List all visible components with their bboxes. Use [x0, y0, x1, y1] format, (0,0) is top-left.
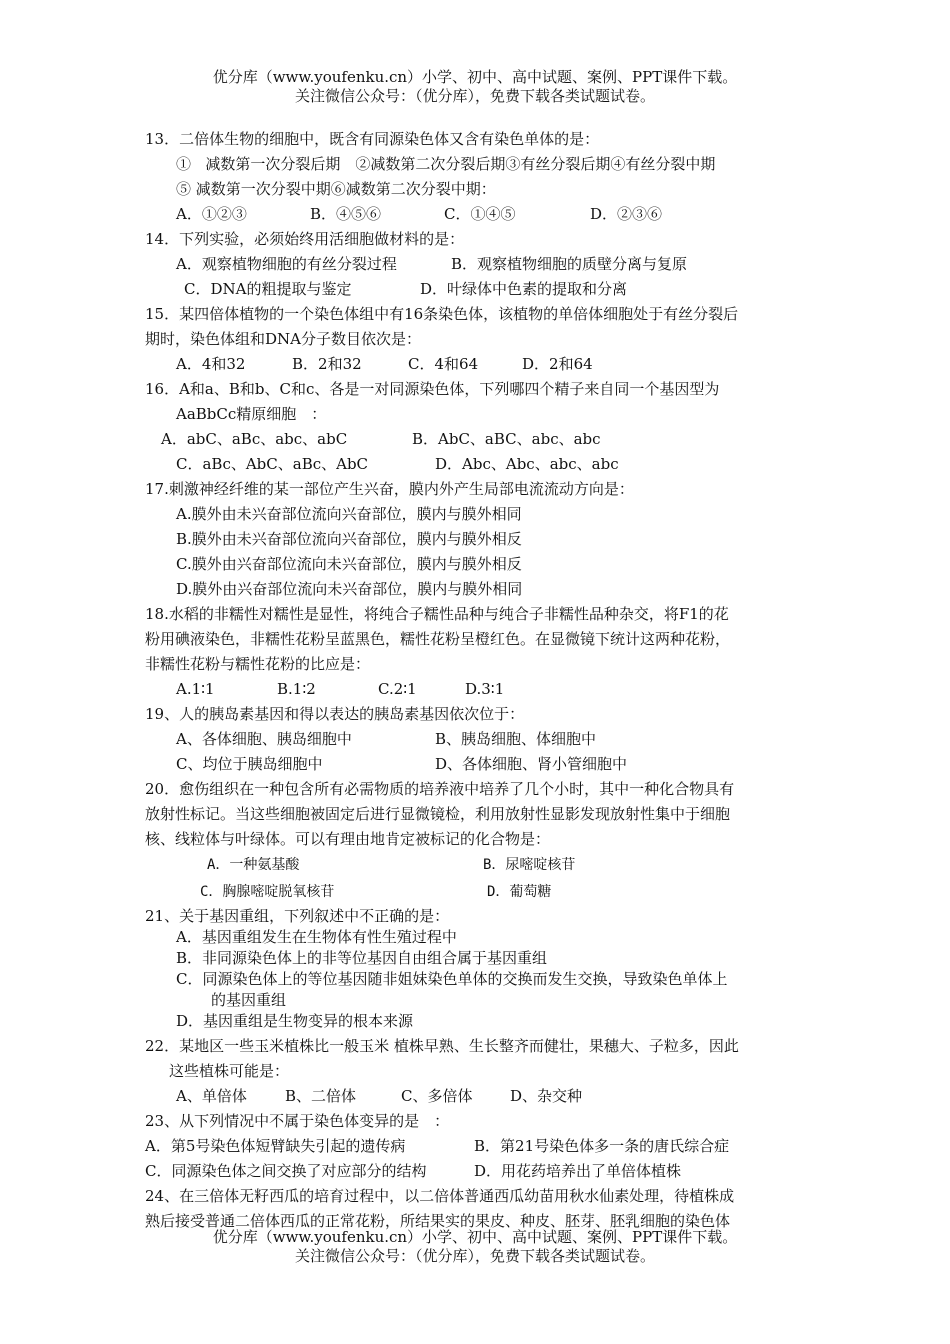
q20-stem-line-3: 核、线粒体与叶绿体。可以有理由地肯定被标记的化合物是： — [145, 830, 551, 848]
q13-line-2-text: 减数第一次分裂后期 ②减数第二次分裂后期③有丝分裂后期④有丝分裂中期 — [205, 155, 716, 173]
q14-option-c: C．DNA的粗提取与鉴定 — [184, 280, 352, 298]
q21-option-c-line-1: C．同源染色体上的等位基因随非姐妹染色单体的交换而发生交换，导致染色单体上 — [176, 970, 728, 988]
q13-option-c: C．①④⑤ — [444, 205, 516, 223]
q24-stem-line-1: 24、在三倍体无籽西瓜的培育过程中，以二倍体普通西瓜幼苗用秋水仙素处理，待植株成 — [145, 1187, 735, 1205]
page-header — [0, 68, 950, 106]
q20-option-d: D．葡萄糖 — [487, 884, 552, 900]
q22-stem-line-1: 22．某地区一些玉米植株比一般玉米 植株早熟、生长整齐而健壮，果穗大、子粒多，因此 — [145, 1037, 739, 1055]
q15-options — [145, 352, 810, 377]
q13-option-d: D．②③⑥ — [590, 205, 663, 223]
q20-option-a: A．一种氨基酸 — [207, 857, 300, 873]
q18-stem-line-2: 粉用碘液染色，非糯性花粉呈蓝黑色，糯性花粉呈橙红色。在显微镜下统计这两种花粉， — [145, 630, 731, 648]
q14-options-row-2 — [145, 277, 810, 302]
q20-option-c: C．胸腺嘧啶脱氧核苷 — [200, 884, 335, 900]
page-footer — [0, 1228, 950, 1266]
q22-option-b: B、二倍体 — [285, 1087, 357, 1105]
q16-stem-line-1: 16．A和a、B和b、C和c、各是一对同源染色体，下列哪四个精子来自同一个基因型为 — [145, 380, 720, 398]
q23-options-row-1 — [145, 1134, 810, 1159]
q23-option-a: A．第5号染色体短臂缺失引起的遗传病 — [145, 1137, 406, 1155]
q16-option-a: A．abC、aBc、abc、abC — [161, 430, 348, 448]
q16-option-d: D．Abc、Abc、abc、abc — [435, 455, 619, 473]
q23-stem: 23、从下列情况中不属于染色体变异的是 ： — [145, 1112, 450, 1130]
q20-option-b: B．尿嘧啶核苷 — [483, 857, 576, 873]
q19-option-b: B、胰岛细胞、体细胞中 — [435, 730, 597, 748]
q14-options-row-1 — [145, 252, 810, 277]
footer-line-2: 关注微信公众号：（优分库），免费下载各类试题试卷。 — [294, 1247, 655, 1265]
q13-options — [145, 202, 810, 227]
q19-option-a: A、各体细胞、胰岛细胞中 — [176, 730, 352, 748]
q22-option-c: C、多倍体 — [401, 1087, 473, 1105]
q13-option-b: B．④⑤⑥ — [310, 205, 382, 223]
q24-stem-line-2: 熟后接受普通二倍体西瓜的正常花粉，所结果实的果皮、种皮、胚芽、胚乳细胞的染色体 — [145, 1212, 731, 1230]
q20-options-row-2 — [145, 879, 810, 906]
q22-options — [145, 1084, 810, 1109]
circle-one: ① — [176, 155, 192, 173]
q15-option-d: D．2和64 — [522, 355, 593, 373]
q19-option-c: C、均位于胰岛细胞中 — [176, 755, 323, 773]
q16-options-row-1 — [145, 427, 810, 452]
q16-stem-line-2: AaBbCc精原细胞 ： — [176, 405, 327, 423]
q15-option-b: B．2和32 — [292, 355, 362, 373]
q18-option-a: A.1∶1 — [176, 680, 215, 698]
q19-options-row-1 — [145, 727, 810, 752]
q18-option-c: C.2∶1 — [378, 680, 417, 698]
q21-stem: 21、关于基因重组，下列叙述中不正确的是： — [145, 907, 450, 925]
q19-stem: 19、人的胰岛素基因和得以表达的胰岛素基因依次位于： — [145, 705, 525, 723]
q23-option-d: D．用花药培养出了单倍体植株 — [474, 1162, 682, 1180]
q22-option-a: A、单倍体 — [176, 1087, 247, 1105]
q22-stem-line-2: 这些植株可能是： — [169, 1062, 290, 1080]
q21-option-d: D．基因重组是生物变异的根本来源 — [176, 1012, 414, 1030]
q20-stem-line-2: 放射性标记。当这些细胞被固定后进行显微镜检，利用放射性显影发现放射性集中于细胞 — [145, 805, 731, 823]
q16-options-row-2 — [145, 452, 810, 477]
q14-option-d: D．叶绿体中色素的提取和分离 — [420, 280, 628, 298]
q16-option-c: C．aBc、AbC、aBc、AbC — [176, 455, 369, 473]
q22-option-d: D、杂交种 — [510, 1087, 583, 1105]
q19-option-d: D、各体细胞、肾小管细胞中 — [435, 755, 628, 773]
q18-stem-line-1: 18.水稻的非糯性对糯性是显性，将纯合子糯性品种与纯合子非糯性品种杂交，将F1的花 — [145, 605, 729, 623]
q14-stem: 14．下列实验，必须始终用活细胞做材料的是： — [145, 230, 465, 248]
q21-option-b: B．非同源染色体上的非等位基因自由组合属于基因重组 — [176, 949, 548, 967]
footer-line-1: 优分库（www.youfenku.cn）小学、初中、高中试题、案例、PPT课件下载。 — [212, 1228, 738, 1246]
header-line-2: 关注微信公众号：（优分库），免费下载各类试题试卷。 — [294, 87, 655, 105]
q20-stem-line-1: 20．愈伤组织在一种包含所有必需物质的培养液中培养了几个小时，其中一种化合物具有 — [145, 780, 735, 798]
q15-option-a: A．4和32 — [176, 355, 246, 373]
q15-stem-line-2: 期时，染色体组和DNA分子数目依次是： — [145, 330, 421, 348]
q20-options-row-1 — [145, 852, 810, 879]
q18-options — [145, 677, 810, 702]
q18-stem-line-3: 非糯性花粉与糯性花粉的比应是： — [145, 655, 371, 673]
q14-option-b: B．观察植物细胞的质壁分离与复原 — [451, 255, 688, 273]
q17-option-d: D.膜外由兴奋部位流向未兴奋部位，膜内与膜外相同 — [176, 580, 523, 598]
q23-options-row-2 — [145, 1159, 810, 1184]
q14-option-a: A．观察植物细胞的有丝分裂过程 — [176, 255, 397, 273]
q18-option-b: B.1∶2 — [277, 680, 316, 698]
q21-option-c-line-2: 的基因重组 — [211, 991, 287, 1009]
q21-option-a: A．基因重组发生在生物体有性生殖过程中 — [176, 928, 457, 946]
q17-stem: 17.刺激神经纤维的某一部位产生兴奋，膜内外产生局部电流流动方向是： — [145, 480, 634, 498]
header-line-1: 优分库（www.youfenku.cn）小学、初中、高中试题、案例、PPT课件下载。 — [212, 68, 738, 86]
q16-option-b: B．AbC、aBC、abc、abc — [412, 430, 601, 448]
q19-options-row-2 — [145, 752, 810, 777]
q17-option-c: C.膜外由兴奋部位流向未兴奋部位，膜内与膜外相反 — [176, 555, 522, 573]
q23-option-c: C．同源染色体之间交换了对应部分的结构 — [145, 1162, 427, 1180]
q13-line-3: ⑤ 减数第一次分裂中期⑥减数第二次分裂中期： — [176, 180, 496, 198]
question-list — [145, 127, 810, 1234]
q13-line-2 — [145, 152, 810, 177]
q17-option-a: A.膜外由未兴奋部位流向兴奋部位，膜内与膜外相同 — [176, 505, 522, 523]
q18-option-d: D.3∶1 — [465, 680, 505, 698]
q15-stem-line-1: 15．某四倍体植物的一个染色体组中有16条染色体，该植物的单倍体细胞处于有丝分裂后 — [145, 305, 739, 323]
q13-option-a: A．①②③ — [176, 205, 247, 223]
q15-option-c: C．4和64 — [408, 355, 479, 373]
q17-option-b: B.膜外由未兴奋部位流向兴奋部位，膜内与膜外相反 — [176, 530, 522, 548]
q23-option-b: B．第21号染色体多一条的唐氏综合症 — [474, 1137, 730, 1155]
q13-stem: 13．二倍体生物的细胞中，既含有同源染色体又含有染色单体的是： — [145, 130, 600, 148]
